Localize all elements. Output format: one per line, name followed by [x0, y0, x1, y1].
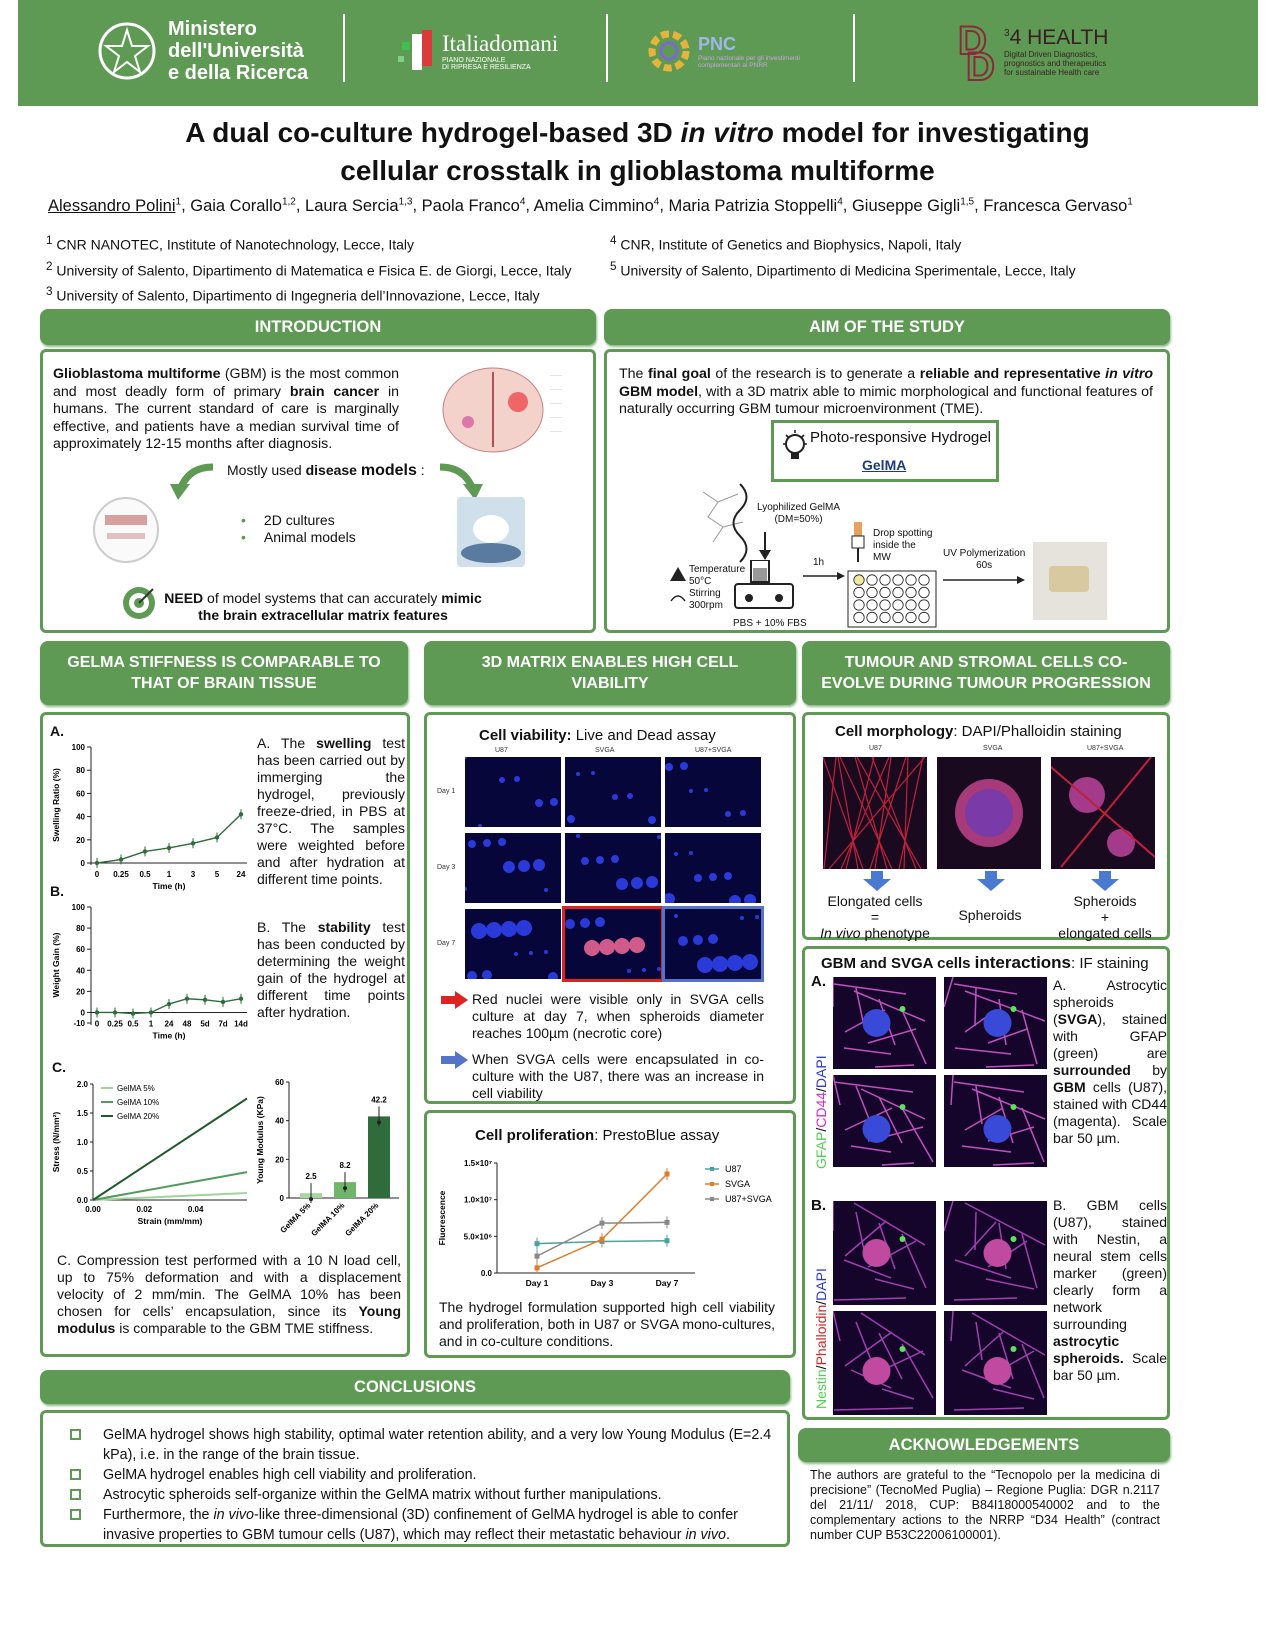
- data-point: [95, 861, 99, 865]
- svg-text:———: ———: [550, 372, 562, 377]
- if-image: [944, 1311, 1047, 1415]
- row-label: Day 7: [437, 940, 456, 947]
- caption-coculture: Spheroids + elongated cells: [1058, 893, 1152, 941]
- conclusions-box: [40, 1410, 790, 1547]
- caption-u87: Elongated cells = In vivo phenotype: [820, 893, 930, 941]
- data-point: [665, 1220, 670, 1225]
- header-divider: [853, 14, 855, 82]
- x-tick-label: Day 3: [590, 1278, 614, 1288]
- x-tick-label: Day 1: [525, 1278, 549, 1288]
- brain-illustration: [438, 362, 588, 457]
- y-tick-label: 100: [71, 743, 85, 752]
- live-dead-image: [465, 833, 561, 903]
- blue-arrow-icon: [441, 1051, 469, 1069]
- affiliation: University of Salento, Dipartimento di Medicina Sperimentale, Lecce, Italy: [620, 262, 1076, 279]
- col-label: U87: [869, 745, 882, 752]
- affiliation: University of Salento, Dipartimento di Ingegneria dell’Innovazione, Lecce, Italy: [56, 287, 540, 304]
- ministry-line: Ministero: [168, 18, 257, 40]
- italiadomani-sub: PIANO NAZIONALE: [442, 57, 506, 64]
- well: [854, 600, 864, 610]
- d34-name: 4 HEALTH: [1009, 25, 1109, 49]
- y-tick-label: 0: [80, 1008, 85, 1018]
- if-title: GBM and SVGA cells interactions: IF staining: [821, 953, 1149, 972]
- data-point: [665, 1172, 670, 1177]
- author: Francesca Gervaso$^1$: [983, 196, 1133, 215]
- col-label: U87+SVGA: [1087, 745, 1124, 752]
- y-tick-label: 60: [76, 789, 85, 799]
- legend-marker: [710, 1182, 714, 1186]
- author: Amelia Cimmino$^4$: [533, 196, 660, 215]
- data-point: [215, 835, 219, 839]
- arrow-right-icon: [803, 570, 847, 582]
- x-tick-label: 1: [148, 1019, 154, 1029]
- panel-b-label: B.: [50, 883, 64, 899]
- checkbox-icon: [70, 1489, 81, 1500]
- x-tick-label: GelMA 10%: [309, 1201, 347, 1239]
- author: Paola Franco$^4$: [421, 196, 526, 215]
- arrow-down-icon: [863, 871, 891, 891]
- well: [893, 575, 903, 585]
- if-image: [833, 1311, 936, 1415]
- well: [854, 612, 864, 622]
- bar: [368, 1116, 390, 1198]
- blue-note: When SVGA cells were encapsulated in co-culture with the U87, there was an increase in cell viability: [472, 1051, 764, 1101]
- swelling-chart: [47, 735, 257, 895]
- x-tick-label: 0.5: [139, 870, 151, 879]
- live-dead-image: [465, 757, 561, 827]
- d3-icon: [958, 16, 1002, 86]
- author: Maria Patrizia Stoppelli$^4$: [668, 196, 843, 215]
- proliferation-box: [424, 1110, 796, 1358]
- arrow-left-icon: [168, 462, 218, 500]
- y-tick-label: 0.0: [76, 1196, 88, 1205]
- series-line: [97, 814, 241, 863]
- data-point: [343, 1186, 347, 1190]
- x-tick-label: 24: [164, 1019, 174, 1029]
- poster-title: A dual co-culture hydrogel-based 3D in vitro model for investigating cellular crosstalk in glioblastoma multiforme: [185, 117, 1090, 186]
- conclusion-item: GelMA hydrogel enables high cell viability and proliferation.: [103, 1465, 783, 1485]
- y-tick-label: 60: [275, 1078, 284, 1087]
- panel-a-label: A.: [50, 723, 64, 739]
- well: [906, 600, 916, 610]
- y-tick-label: 20: [275, 1155, 284, 1165]
- emblem-icon: [96, 20, 158, 82]
- well: [919, 575, 929, 585]
- col-label: SVGA: [595, 747, 615, 754]
- well: [880, 587, 890, 597]
- aim-header: AIM OF THE STUDY: [604, 309, 1170, 345]
- author: Alessandro Polini$^1$: [48, 196, 182, 215]
- uv-label: UV Polymerization 60s: [943, 548, 1026, 571]
- conclusions-header: CONCLUSIONS: [40, 1370, 790, 1404]
- gear-icon: [646, 28, 692, 74]
- prolif-text: The hydrogel formulation supported high cell viability and proliferation, both in U87 or SVGA mono-cultures, and in co-culture conditions.: [439, 1299, 775, 1349]
- live-dead-image: [665, 833, 761, 903]
- well: [880, 612, 890, 622]
- conclusion-item: Furthermore, the in vivo-like three-dimensional (3D) confinement of GelMA hydrogel is able to confer invasive properties to GBM tumour cells (U87), which may reflect their metastatic behaviour in vivo.: [103, 1505, 783, 1545]
- if-b-label: B.: [811, 1197, 826, 1214]
- y-axis-label: Stress (N/mm²): [51, 1111, 61, 1173]
- y-tick-label: 40: [76, 966, 85, 976]
- y-tick-label: 20: [76, 835, 85, 845]
- lightbulb-icon: [780, 429, 810, 467]
- y-tick-label: 1.0×10⁷: [464, 1195, 492, 1205]
- well: [919, 612, 929, 622]
- well: [867, 600, 877, 610]
- data-point: [203, 998, 207, 1002]
- live-dead-image: [665, 757, 761, 827]
- morph-title: Cell morphology: DAPI/Phalloidin staining: [835, 723, 1122, 740]
- conclusion-item: GelMA hydrogel shows high stability, optimal water retention ability, and a very low Young Modulus (E=2.4 kPa), i.e. in the range of the brain tissue.: [103, 1425, 783, 1465]
- if-image: [833, 977, 936, 1069]
- data-point: [665, 1238, 670, 1243]
- header-divider: [606, 14, 608, 82]
- data-point: [535, 1265, 540, 1270]
- x-tick-label: 0.04: [187, 1205, 204, 1214]
- y-tick-label: 0.0: [480, 1269, 492, 1278]
- intro-text: Glioblastoma multiforme (GBM) is the most common and most deadly form of primary brain cancer in humans. The current standard of care is marginally effective, and patients have a median survival time of approximately 12-15 months after diagnosis.: [53, 366, 399, 452]
- morph-image-u87: [823, 757, 927, 869]
- swelling-text: A. The swelling test has been carried out by immerging the hydrogel, previously freeze-dried, in PBS at 37°C. The samples were weighted before and after hydration at different time points.: [257, 735, 405, 887]
- data-point: [600, 1221, 605, 1226]
- data-point: [167, 846, 171, 850]
- ack-text: The authors are grateful to the “Tecnopolo per la medicina di precisione” (TecnoMed Puglia) – Regione Puglia: DGR n.2117 del 21/11/ 2018, CUP: B84I18000540002 and to the complementary actions to the NRRP “D34 Health” (contract number CUP B53C22006100001).: [810, 1468, 1160, 1542]
- row-label: Day 3: [437, 864, 456, 871]
- data-point: [95, 1010, 99, 1014]
- author: Gaia Corallo$^{1,2}$: [190, 196, 296, 215]
- well: [854, 587, 864, 597]
- svg-text:———: ———: [550, 400, 562, 405]
- arrow-down-icon: [977, 871, 1005, 891]
- author: Giuseppe Gigli$^{1,5}$: [851, 196, 975, 215]
- data-point: [191, 841, 195, 845]
- pnc-sub: Piano nazionale per gli investimenti: [698, 54, 800, 62]
- data-point: [167, 1002, 171, 1006]
- mouse-photo: [457, 497, 525, 567]
- if-a-ylabel: GFAP/CD44/DAPI: [813, 1055, 829, 1169]
- x-tick-label: 0.25: [113, 870, 129, 879]
- well: [919, 587, 929, 597]
- pnc-sub: complementari al PNRR: [698, 61, 768, 69]
- ministry-logo: [96, 12, 346, 90]
- well: [906, 575, 916, 585]
- data-point: [119, 857, 123, 861]
- d34-sup: 3: [1004, 27, 1010, 39]
- lyo-label: Lyophilized GelMA (DM=50%): [757, 502, 841, 525]
- ack-header: ACKNOWLEDGEMENTS: [798, 1428, 1170, 1462]
- svg-text:D: D: [958, 19, 987, 63]
- ministry-line: dell'Università: [168, 40, 304, 62]
- affiliation: University of Salento, Dipartimento di Matematica e Fisica E. de Giorgi, Lecce, Italy: [56, 262, 572, 279]
- data-point: [149, 1010, 153, 1014]
- if-b-grid: [833, 1201, 1047, 1415]
- x-tick-label: 0.25: [107, 1019, 123, 1029]
- flag-icon: [398, 28, 434, 74]
- intro-box: [40, 349, 596, 633]
- stress-strain-chart: [47, 1070, 257, 1230]
- stiffness-box: [40, 712, 410, 1357]
- affiliations-right: $^4$ CNR, Institute of Genetics and Biophysics, Napoli, Italy $^5$ University of Salento, Dipartimento di Medicina Sperimentale, Lecce, Italy: [610, 234, 1076, 279]
- x-axis-label: Time (h): [152, 1030, 186, 1041]
- author: Laura Sercia$^{1,3}$: [305, 196, 413, 215]
- if-b-ylabel: Nestin/Phalloidin/DAPI: [813, 1268, 829, 1409]
- tumour-header: TUMOUR AND STROMAL CELLS CO- EVOLVE DURING TUMOUR PROGRESSION: [802, 641, 1170, 705]
- petri-dish-icon: [93, 497, 159, 563]
- hydrogel-photo: [1033, 542, 1107, 620]
- y-tick-label: 20: [76, 987, 85, 997]
- y-tick-label: -10: [73, 1019, 85, 1028]
- legend-label: GelMA 20%: [117, 1112, 160, 1121]
- x-tick-label: GelMA 5%: [278, 1201, 313, 1235]
- x-tick-label: 5: [214, 870, 220, 879]
- x-tick-label: 1: [166, 870, 172, 879]
- x-tick-label: 14d: [234, 1019, 248, 1029]
- live-dead-image: [665, 909, 761, 979]
- col-label: U87: [495, 747, 508, 754]
- live-dead-title: Cell viability: Live and Dead assay: [479, 727, 716, 744]
- legend-label: GelMA 10%: [117, 1098, 160, 1107]
- if-a-label: A.: [811, 973, 826, 990]
- x-axis-label: Time (h): [152, 881, 186, 891]
- time-label: 1h: [813, 557, 825, 568]
- young-modulus-chart: [249, 1070, 409, 1250]
- well: [893, 600, 903, 610]
- y-tick-label: 1.5×10⁷: [464, 1159, 492, 1168]
- data-point: [143, 849, 147, 853]
- affiliation: CNR, Institute of Genetics and Biophysics, Napoli, Italy: [620, 236, 962, 253]
- x-axis-label: Strain (mm/mm): [137, 1216, 203, 1226]
- x-tick-label: 0: [94, 1019, 100, 1029]
- y-tick-label: 0.5: [76, 1167, 88, 1176]
- col-label: SVGA: [983, 745, 1003, 752]
- data-point: [239, 997, 243, 1001]
- pbs-label: PBS + 10% FBS: [733, 618, 807, 629]
- d34-sub: for sustainable Health care: [1004, 67, 1100, 77]
- live-dead-grid: [437, 747, 787, 985]
- ministry-line: e della Ricerca: [168, 62, 309, 84]
- morph-image-svga: [937, 757, 1041, 869]
- weight-chart: [47, 895, 257, 1055]
- checkbox-icon: [70, 1509, 81, 1520]
- target-icon: [121, 585, 157, 621]
- y-tick-label: 2.0: [76, 1080, 88, 1089]
- x-tick-label: GelMA 20%: [343, 1201, 381, 1239]
- well: [867, 587, 877, 597]
- compression-text: C. Compression test performed with a 10 N load cell, up to 75% deformation and with a displacement velocity of 2 mm/min. The GelMA 10% has been chosen for cells’ encapsulation, since its Young modulus is comparable to the GBM TME stiffness.: [57, 1252, 401, 1336]
- data-point: [239, 812, 243, 816]
- italiadomani-name: Italiadomani: [442, 31, 559, 56]
- data-label: 2.5: [305, 1172, 317, 1182]
- data-point: [221, 1000, 225, 1004]
- proliferation-chart: [435, 1149, 795, 1297]
- italiadomani-logo: [398, 12, 598, 90]
- checkbox-icon: [70, 1469, 81, 1480]
- data-point: [185, 997, 189, 1001]
- red-note: Red nuclei were visible only in SVGA cells culture at day 7, when spheroids diameter reaches 100µm (necrotic core): [472, 991, 764, 1041]
- x-tick-label: 5d: [200, 1019, 210, 1029]
- svg-text:———: ———: [550, 414, 562, 419]
- legend-label: U87: [725, 1164, 742, 1174]
- data-point: [113, 1010, 117, 1014]
- y-tick-label: 100: [71, 903, 85, 912]
- pipette-icon: [847, 522, 869, 564]
- well: [906, 587, 916, 597]
- legend-marker: [710, 1197, 714, 1201]
- affiliation: CNR NANOTEC, Institute of Nanotechnology, Lecce, Italy: [56, 236, 415, 253]
- data-point: [535, 1254, 540, 1259]
- live-dead-image: [565, 833, 661, 903]
- d34-sub: prognostics and therapeutics: [1004, 58, 1107, 68]
- y-axis-label: Young Modulus (KPa): [255, 1096, 265, 1184]
- pnc-logo: [646, 12, 846, 90]
- multiwell-plate: [847, 570, 937, 628]
- need-text: NEED of model systems that can accurately mimic the brain extracellular matrix features: [164, 590, 482, 623]
- x-tick-label: 0.02: [136, 1205, 153, 1214]
- x-tick-label: 7d: [218, 1019, 228, 1029]
- svg-text:D: D: [966, 45, 995, 86]
- arrow-right-icon: [943, 574, 1027, 586]
- x-tick-label: Day 7: [655, 1278, 679, 1288]
- well: [867, 612, 877, 622]
- x-tick-label: 0: [94, 870, 100, 879]
- well: [880, 600, 890, 610]
- well: [893, 612, 903, 622]
- y-tick-label: 80: [76, 766, 85, 776]
- y-tick-label: 40: [76, 812, 85, 822]
- if-image: [833, 1075, 936, 1167]
- warning-icon: [669, 565, 687, 605]
- aim-text: The final goal of the research is to generate a reliable and representative in vitro GBM model, with a 3D matrix able to mimic morphological and functional features of naturally occurring GBM tumour microenvironment (TME).: [619, 366, 1154, 417]
- well: [893, 587, 903, 597]
- author-list: Alessandro Polini$^1$, Gaia Corallo$^{1,2}$, Laura Sercia$^{1,3}$, Paola Franco$^4$, Amelia Cimmino$^4$, Maria Patrizia Stoppelli$^4$, Giuseppe Gigli$^{1,5}$, Francesca Gervaso$^1$: [48, 196, 1133, 215]
- col-label: U87+SVGA: [695, 747, 732, 754]
- temp-label: Temperature 50°C Stirring 300rpm: [689, 564, 746, 611]
- bullet-icon: •: [241, 529, 246, 545]
- red-arrow-icon: [441, 991, 469, 1009]
- viability-header: 3D MATRIX ENABLES HIGH CELL VIABILITY: [424, 641, 796, 705]
- if-a-text: A. Astrocytic spheroids (SVGA), stained with GFAP (green) are surrounded by GBM cells (U87), stained with CD44 (magenta). Scale bar 50 µm.: [1053, 977, 1167, 1146]
- checkbox-icon: [70, 1429, 81, 1440]
- y-tick-label: 60: [76, 945, 85, 955]
- y-tick-label: 0: [279, 1194, 284, 1203]
- data-point: [309, 1197, 313, 1201]
- y-tick-label: 0: [80, 859, 85, 868]
- gelma-label: GelMA: [862, 457, 907, 473]
- data-label: 8.2: [339, 1161, 351, 1171]
- live-dead-image: [465, 909, 561, 979]
- intro-header: INTRODUCTION: [40, 309, 596, 345]
- y-tick-label: 1.0: [76, 1138, 88, 1147]
- live-dead-image: [565, 757, 661, 827]
- if-image: [944, 977, 1047, 1069]
- data-point: [600, 1237, 605, 1242]
- arrow-right-icon: [435, 462, 485, 500]
- hydrogel-box: [771, 420, 999, 482]
- well: [854, 575, 864, 585]
- data-point: [377, 1120, 381, 1124]
- pnc-name: PNC: [698, 33, 737, 54]
- header-banner: [18, 0, 1258, 106]
- if-image: [944, 1075, 1047, 1167]
- x-tick-label: 3: [190, 870, 196, 879]
- morphology-box: [802, 712, 1170, 940]
- if-b-text: B. GBM cells (U87), stained with Nestin, a neural stem cells marker (green) clearly form a network surrounding astrocytic spheroids. Scale bar 50 µm.: [1053, 1197, 1167, 1383]
- model-bullets: • 2D cultures • Animal models: [241, 512, 356, 545]
- x-tick-label: 48: [182, 1019, 192, 1029]
- stability-text: B. The stability test has been conducted by determining the weight gain of the hydrogel at different time points after hydration.: [257, 919, 405, 1020]
- hydrogel-label: Photo-responsive Hydrogel: [810, 429, 991, 446]
- affiliations-left: $^1$ CNR NANOTEC, Institute of Nanotechnology, Lecce, Italy $^2$ University of Salento, Dipartimento di Matematica e Fisica E. de Giorgi, Lecce, Italy $^3$ University of Salento, Dipartimento di Ingegneria dell’Innovazione, Lecce, Italy: [46, 234, 572, 304]
- legend-label: GelMA 5%: [117, 1084, 155, 1093]
- if-box: [802, 946, 1170, 1420]
- y-tick-label: 40: [275, 1116, 284, 1126]
- x-tick-label: 0.5: [127, 1019, 139, 1029]
- well: [919, 600, 929, 610]
- d34health-logo: [958, 12, 1178, 90]
- if-image: [944, 1201, 1047, 1305]
- y-tick-label: 80: [76, 924, 85, 934]
- conclusion-item: Astrocytic spheroids self-organize within the GelMA matrix without further manipulations.: [103, 1485, 783, 1505]
- legend-marker: [710, 1167, 714, 1171]
- panel-c-label: C.: [52, 1059, 66, 1075]
- if-image: [833, 1201, 936, 1305]
- stiffness-header: GELMA STIFFNESS IS COMPARABLE TO THAT OF BRAIN TISSUE: [40, 641, 408, 705]
- caption-svga: Spheroids: [958, 907, 1022, 923]
- legend-label: U87+SVGA: [725, 1194, 772, 1204]
- morph-image-coculture: [1051, 757, 1155, 869]
- prolif-title: Cell proliferation: PrestoBlue assay: [475, 1127, 720, 1144]
- d34-sub: Digital Driven Diagnostics,: [1004, 49, 1098, 59]
- legend-label: SVGA: [725, 1179, 751, 1189]
- data-point: [535, 1241, 540, 1246]
- x-tick-label: 24: [236, 870, 246, 879]
- svg-text:———: ———: [550, 386, 562, 391]
- x-tick-label: 0.00: [85, 1205, 101, 1214]
- header-divider: [343, 14, 345, 82]
- svg-text:———: ———: [550, 428, 562, 433]
- well: [867, 575, 877, 585]
- y-axis-label: Weight Gain (%): [51, 932, 61, 998]
- y-axis-label: Fluorescence: [437, 1190, 447, 1246]
- data-point: [131, 1011, 135, 1015]
- row-label: Day 1: [437, 788, 456, 795]
- arrow-down-icon: [1091, 871, 1119, 891]
- well: [906, 612, 916, 622]
- viability-box: [424, 712, 796, 1104]
- y-axis-label: Swelling Ratio (%): [51, 768, 61, 842]
- bullet-icon: •: [241, 512, 246, 528]
- live-dead-image: [565, 909, 661, 979]
- italiadomani-sub: DI RIPRESA E RESILIENZA: [442, 64, 531, 71]
- aim-box: [604, 349, 1170, 633]
- models-line: Mostly used disease models :: [227, 462, 425, 479]
- y-tick-label: 5.0×10⁶: [463, 1232, 492, 1242]
- data-label: 42.2: [371, 1095, 387, 1105]
- arrow-down-icon: [755, 532, 775, 562]
- drop-label: Drop spotting inside the MW: [873, 528, 933, 563]
- if-a-grid: [833, 977, 1047, 1167]
- well: [880, 575, 890, 585]
- y-tick-label: 1.5: [76, 1109, 88, 1118]
